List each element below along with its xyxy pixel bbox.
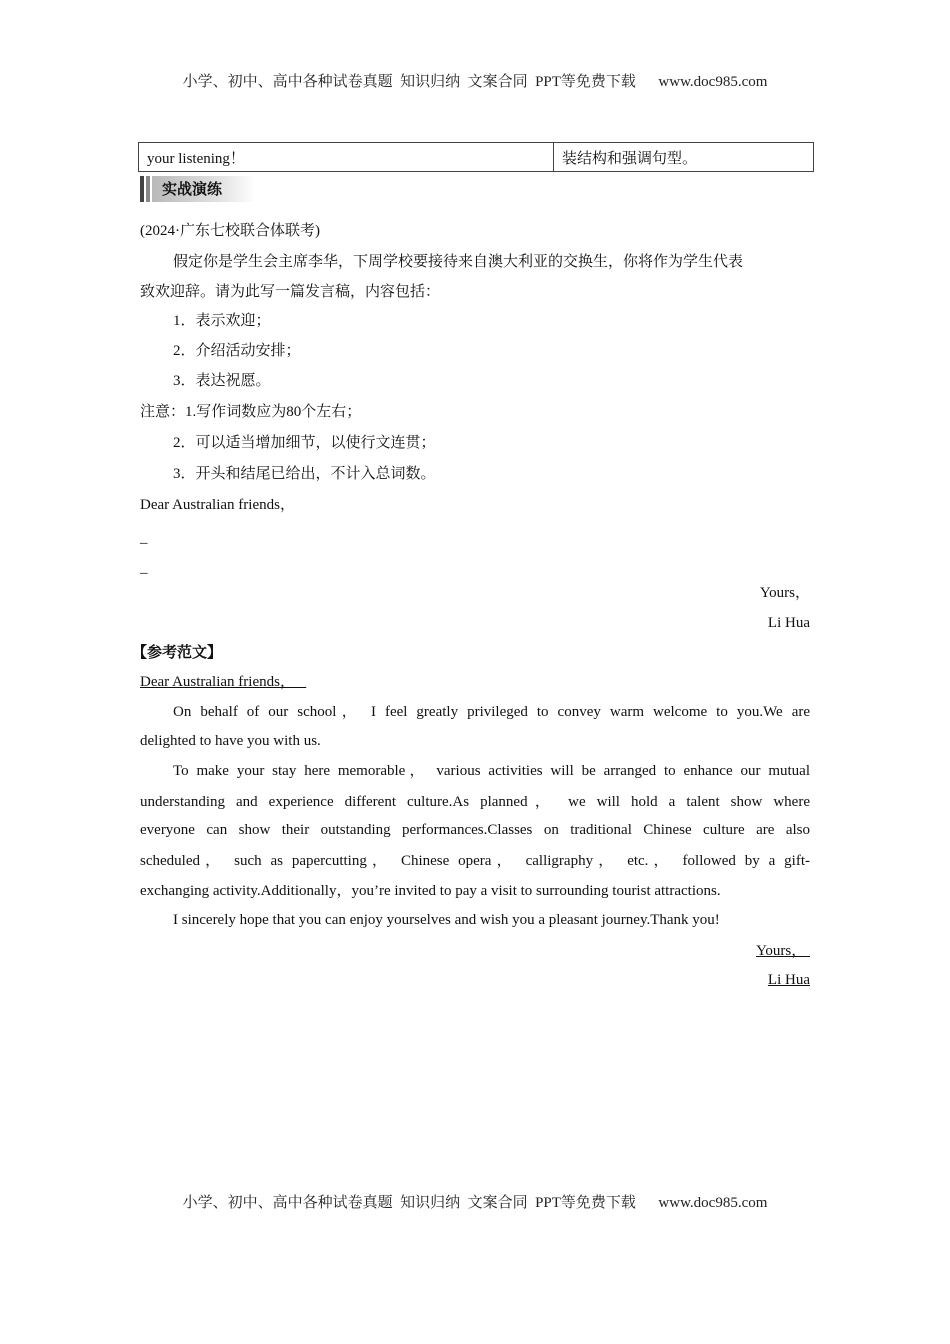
reference-line: delighted to have you with us. <box>140 733 321 749</box>
prompt-note: 3．开头和结尾已给出，不计入总词数。 <box>173 466 436 482</box>
top-table-right-cell: 装结构和强调句型。 <box>554 143 814 172</box>
section-label-text: 实战演练 <box>152 176 256 202</box>
reference-closing-text: Yours， <box>756 943 807 959</box>
reference-closing <box>140 941 810 961</box>
letter-blank: _ <box>140 560 148 576</box>
reference-line: To make your stay here memorable， various activities will be arranged to enhance our mutual <box>173 763 810 779</box>
prompt-item: 2．介绍活动安排； <box>173 343 301 359</box>
reference-salutation-text: Dear Australian friends， <box>140 674 295 690</box>
letter-blank: _ <box>140 530 148 546</box>
reference-line: exchanging activity.Additionally，you’re invited to pay a visit to surrounding tourist attractions. <box>140 883 721 899</box>
top-table <box>138 142 814 172</box>
top-table-left-cell: your listening！ <box>139 143 554 172</box>
reference-line: everyone can show their outstanding performances.Classes on traditional Chinese culture are also <box>140 822 810 838</box>
prompt-intro-2: 致欢迎辞。请为此写一篇发言稿，内容包括： <box>140 284 441 300</box>
prompt-note: 注意：1.写作词数应为80个左右； <box>140 404 362 420</box>
page-header: 小学、初中、高中各种试卷真题 知识归纳 文案合同 PPT等免费下载 www.doc985.com <box>182 74 768 90</box>
reference-heading: 【参考范文】 <box>132 643 223 661</box>
source-line: (2024·广东七校联合体联考) <box>140 223 320 239</box>
reference-line: understanding and experience different culture.As planned， we will hold a talent show where <box>140 794 810 810</box>
reference-line: scheduled， such as papercutting， Chinese opera， calligraphy， etc.， followed by a gift- <box>140 853 810 869</box>
letter-closing: Yours， <box>759 585 810 601</box>
reference-signature <box>140 970 810 990</box>
page-footer: 小学、初中、高中各种试卷真题 知识归纳 文案合同 PPT等免费下载 www.doc985.com <box>182 1195 768 1211</box>
reference-line: I sincerely hope that you can enjoy yourselves and wish you a pleasant journey.Thank you! <box>173 912 720 928</box>
reference-salutation <box>140 672 810 692</box>
letter-salutation: Dear Australian friends， <box>140 497 295 513</box>
prompt-item: 1．表示欢迎； <box>173 313 271 329</box>
prompt-intro-1: 假定你是学生会主席李华，下周学校要接待来自澳大利亚的交换生，你将作为学生代表 <box>173 254 744 270</box>
reference-signature-text: Li Hua <box>767 972 810 988</box>
reference-line: On behalf of our school， I feel greatly privileged to convey warm welcome to you.We are <box>173 704 810 720</box>
letter-signature: Li Hua <box>767 615 810 631</box>
section-label <box>140 174 260 202</box>
prompt-item: 3．表达祝愿。 <box>173 373 271 389</box>
prompt-note: 2．可以适当增加细节，以使行文连贯； <box>173 435 436 451</box>
